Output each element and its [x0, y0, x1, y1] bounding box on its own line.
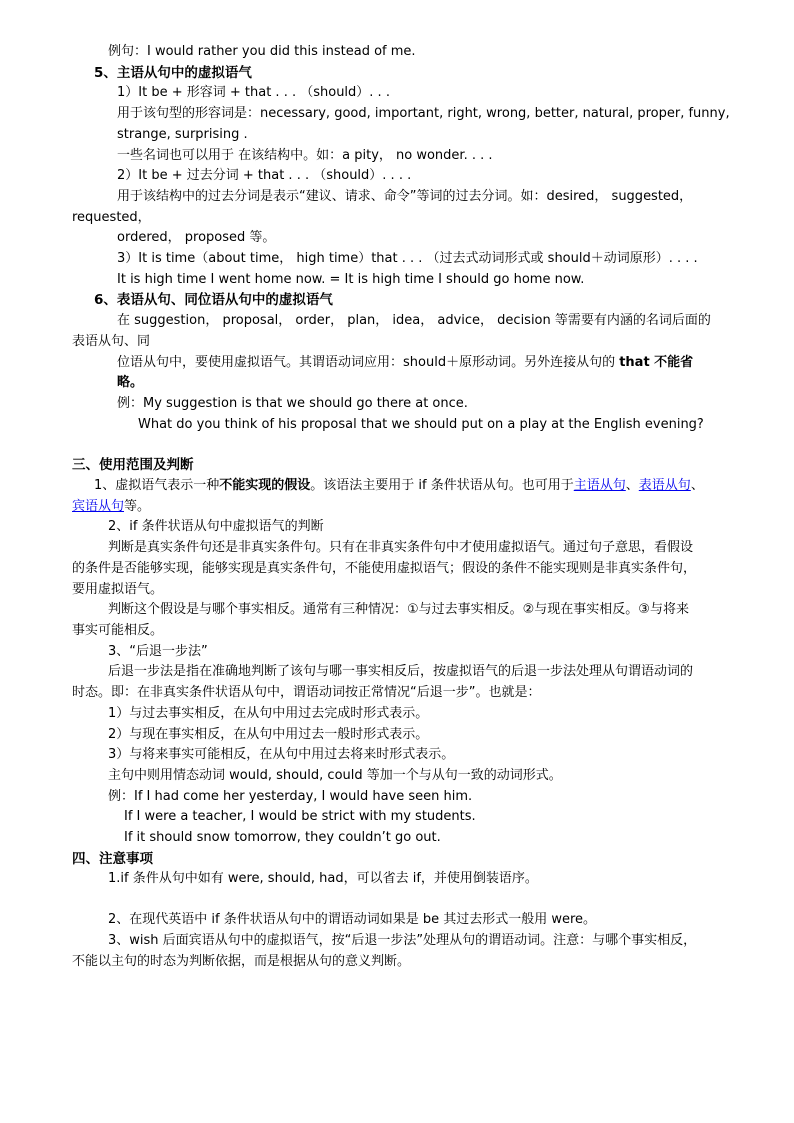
section-heading-6: 6、表语从句、同位语从句中的虚拟语气	[94, 292, 333, 309]
text-line: 判断是真实条件句还是非真实条件句。只有在非真实条件句中才使用虚拟语气。通过句子意思，看假设	[108, 540, 694, 556]
text-span: 、	[690, 478, 704, 494]
example-sentence: 例句：I would rather you did this instead of me.	[108, 44, 416, 59]
text-line: 一些名词也可以用于 在该结构中。如：a pity， no wonder. . . .	[117, 147, 493, 163]
text-line: It is high time I went home now. = It is high time I should go home now.	[117, 271, 585, 287]
spacer	[72, 435, 734, 455]
text-line: 3、“后退一步法”	[108, 643, 208, 659]
section-heading-5: 5、主语从句中的虚拟语气	[94, 64, 252, 81]
text-span: 、	[625, 478, 639, 494]
subject-clause-link[interactable]: 主语从句	[573, 478, 626, 494]
text-line: strange, surprising .	[117, 126, 248, 142]
text-line: 3、wish 后面宾语从句中的虚拟语气，按“后退一步法”处理从句的谓语动词。注意：与哪个事实相反，	[108, 932, 697, 948]
text-line: 用于该句型的形容词是：necessary, good, important, right, wrong, better, natural, proper, funny,	[117, 106, 730, 122]
text-line: 时态。即：在非真实条件状语从句中，谓语动词按正常情况“后退一步”。也就是：	[72, 685, 541, 701]
text-line: 2、if 条件状语从句中虚拟语气的判断	[108, 519, 324, 535]
text-line: 1）与过去事实相反，在从句中用过去完成时形式表示。	[108, 705, 429, 721]
text-line	[72, 497, 734, 518]
text-line: 2）It be + 过去分词 + that . . . （should）. . . .	[117, 168, 412, 184]
text-line: 表语从句、同	[72, 333, 151, 349]
example-sentence: 例：If I had come her yesterday, I would have seen him.	[108, 788, 473, 804]
object-clause-link[interactable]: 宾语从句	[72, 498, 125, 514]
text-line: ordered， proposed 等。	[117, 230, 276, 246]
text-line: 不能以主句的时态为判断依据，而是根据从句的意义判断。	[72, 953, 411, 969]
document-page	[72, 42, 734, 972]
example-sentence: What do you think of his proposal that we should put on a play at the English evening?	[138, 416, 704, 432]
text-line: 1.if 条件从句中如有 were, should, had，可以省去 if，并使用倒装语序。	[108, 871, 538, 887]
section-heading-3: 三、使用范围及判断	[72, 457, 194, 474]
spacer	[72, 890, 734, 910]
text-line: 事实可能相反。	[72, 622, 164, 638]
text-line: 判断这个假设是与哪个事实相反。通常有三种情况：①与过去事实相反。②与现在事实相反。③与将来	[108, 602, 689, 618]
text-line: 的条件是否能够实现，能够实现是真实条件句，不能使用虚拟语气；假设的条件不能实现则是非真实条件句，	[72, 560, 697, 576]
text-line: 用于该结构中的过去分词是表示“建议、请求、命令”等词的过去分词。如：desired， suggested，	[117, 188, 693, 204]
text-line: 2、在现代英语中 if 条件状语从句中的谓语动词如果是 be 其过去形式一般用 were。	[108, 912, 597, 928]
example-sentence: 例：My suggestion is that we should go there at once.	[117, 395, 468, 411]
bold-text: that 不能省	[619, 354, 694, 370]
bold-text: 不能实现的假设	[219, 478, 311, 494]
text-line: 3）It is time（about time， high time）that . . . （过去式动词形式或 should＋动词原形）. . . .	[117, 251, 698, 267]
section-heading-4: 四、注意事项	[72, 850, 153, 867]
text-span: 1、虚拟语气表示一种	[94, 478, 220, 494]
bold-text: 略。	[117, 375, 144, 391]
predicative-clause-link[interactable]: 表语从句	[638, 478, 691, 494]
text-line: 主句中则用情态动词 would, should, could 等加一个与从句一致的动词形式。	[108, 767, 562, 783]
text-line: 后退一步法是指在准确地判断了该句与哪一事实相反后，按虚拟语气的后退一步法处理从句谓语动词的	[108, 664, 694, 680]
text-line: requested，	[72, 209, 151, 225]
text-line: 2）与现在事实相反，在从句中用过去一般时形式表示。	[108, 726, 429, 742]
example-sentence: If I were a teacher, I would be strict with my students.	[124, 809, 476, 825]
text-line: 在 suggestion， proposal， order， plan， idea， advice， decision 等需要有内涵的名词后面的	[117, 313, 711, 329]
text-span: 位语从句中，要使用虚拟语气。其谓语动词应用：should＋原形动词。另外连接从句的	[117, 354, 620, 370]
text-line: 要用虚拟语气。	[72, 581, 164, 597]
text-span: 等。	[124, 498, 151, 514]
text-line: 3）与将来事实可能相反，在从句中用过去将来时形式表示。	[108, 747, 455, 763]
example-sentence: If it should snow tomorrow, they couldn’t go out.	[124, 830, 441, 846]
text-line	[72, 353, 734, 374]
text-line	[72, 476, 734, 497]
text-line: 1）It be + 形容词 + that . . . （should）. . .	[117, 85, 390, 101]
text-span: 。该语法主要用于 if 条件状语从句。也可用于	[310, 478, 574, 494]
